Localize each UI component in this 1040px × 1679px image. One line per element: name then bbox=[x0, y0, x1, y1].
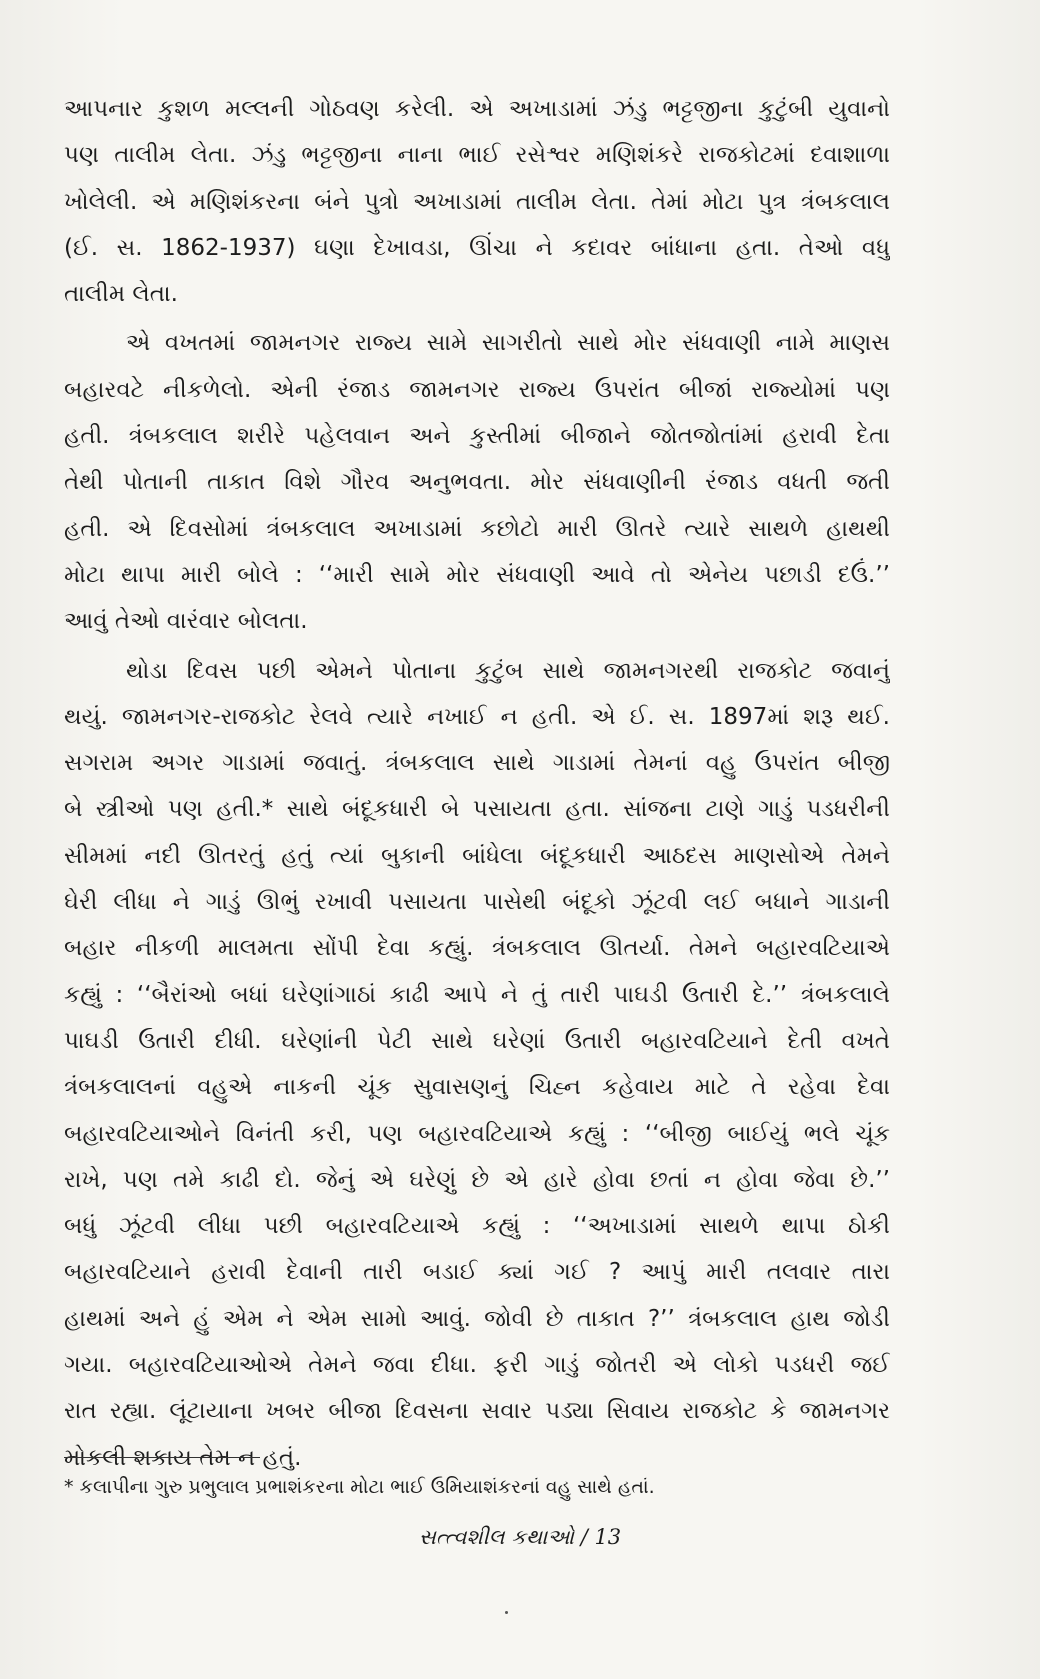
text-line: હતી. ત્રંબકલાલ શરીરે પહેલવાન અને કુસ્તીમાં બીજાને જોતજોતાંમાં હરાવી દેતા bbox=[64, 423, 890, 450]
text-line: ગયા. બહારવટિયાઓએ તેમને જવા દીધા. ફરી ગાડું જોતરી એ લોકો પડધરી જઈ bbox=[64, 1352, 890, 1379]
text-line: બહારવટિયાઓને વિનંતી કરી, પણ બહારવટિયાએ કહ્યું : ‘‘બીજી બાઈયું ભલે ચૂંક bbox=[64, 1120, 890, 1147]
text-line: ખોલેલી. એ મણિશંકરના બંને પુત્રો અખાડામાં તાલીમ લેતા. તેમાં મોટા પુત્ર ત્રંબકલાલ bbox=[64, 188, 890, 215]
text-line: હાથમાં અને હું એમ ને એમ સામો આવું. જોવી છે તાકાત ?’’ ત્રંબકલાલ હાથ જોડી bbox=[64, 1305, 890, 1332]
text-line: પાઘડી ઉતારી દીધી. ઘરેણાંની પેટી સાથે ઘરેણાં ઉતારી બહારવટિયાને દેતી વખતે bbox=[64, 1027, 890, 1054]
text-line: (ઈ. સ. 1862-1937) ઘણા દેખાવડા, ઊંચા ને કદાવર બાંધાના હતા. તેઓ વધુ bbox=[64, 234, 890, 261]
text-line: બે સ્ત્રીઓ પણ હતી.* સાથે બંદૂકધારી બે પસાયતા હતા. સાંજના ટાણે ગાડું પડધરીની bbox=[64, 796, 890, 823]
text-line: સીમમાં નદી ઊતરતું હતું ત્યાં બુકાની બાંધેલા બંદૂકધારી આઠદસ માણસોએ તેમને bbox=[64, 842, 890, 869]
text-line: આવું તેઓ વારંવાર બોલતા. bbox=[64, 608, 308, 635]
text-line: ઘેરી લીધા ને ગાડું ઊભું રખાવી પસાયતા પાસેથી બંદૂકો ઝૂંટવી લઈ બધાને ગાડાની bbox=[64, 889, 890, 916]
text-line: પણ તાલીમ લેતા. ઝંડુ ભટ્ટજીના નાના ભાઈ રસેશ્વર મણિશંકરે રાજકોટમાં દવાશાળા bbox=[64, 142, 890, 169]
text-line: બધું ઝૂંટવી લીધા પછી બહારવટિયાએ કહ્યું : ‘‘અખાડામાં સાથળે થાપા ઠોકી bbox=[64, 1213, 890, 1240]
text-line: તેથી પોતાની તાકાત વિશે ગૌરવ અનુભવતા. મોર સંધવાણીની રંજાડ વધતી જતી bbox=[64, 469, 890, 496]
text-line: કહ્યું : ‘‘બૈરાંઓ બધાં ઘરેણાંગાઠાં કાઢી આપે ને તું તારી પાઘડી ઉતારી દે.’’ ત્રંબકલાલે bbox=[64, 981, 890, 1008]
page-footer: સત્ત્વશીલ કથાઓ / 13 bbox=[418, 1525, 622, 1549]
footnote-divider bbox=[64, 1457, 260, 1458]
text-line: બહાર નીકળી માલમતા સોંપી દેવા કહ્યું. ત્રંબકલાલ ઊતર્યા. તેમને બહારવટિયાએ bbox=[64, 935, 890, 962]
text-line: થોડા દિવસ પછી એમને પોતાના કુટુંબ સાથે જામનગરથી રાજકોટ જવાનું bbox=[126, 657, 890, 684]
print-speck bbox=[505, 1611, 508, 1614]
text-line: બહારવટે નીકળેલો. એની રંજાડ જામનગર રાજ્ય ઉપરાંત બીજાં રાજ્યોમાં પણ bbox=[64, 376, 890, 403]
text-line: રાખે, પણ તમે કાઢી દો. જેનું એ ઘરેણું છે એ હારે હોવા છતાં ન હોવા જેવા છે.’’ bbox=[64, 1166, 890, 1193]
text-line: બહારવટિયાને હરાવી દેવાની તારી બડાઈ ક્યાં ગઈ ? આપું મારી તલવાર તારા bbox=[64, 1259, 890, 1286]
footnote: * કલાપીના ગુરુ પ્રભુલાલ પ્રભાશંકરના મોટા ભાઈ ઉમિયાશંકરનાં વહુ સાથે હતાં. bbox=[64, 1476, 655, 1498]
text-line: આપનાર કુશળ મલ્લની ગોઠવણ કરેલી. એ અખાડામાં ઝંડુ ભટ્ટજીના કુટુંબી યુવાનો bbox=[64, 96, 890, 122]
text-line: રાત રહ્યા. લૂંટાયાના ખબર બીજા દિવસના સવાર પડ્યા સિવાય રાજકોટ કે જામનગર bbox=[64, 1398, 890, 1425]
text-line: સગરામ અગર ગાડામાં જવાતું. ત્રંબકલાલ સાથે ગાડામાં તેમનાં વહુ ઉપરાંત બીજી bbox=[64, 750, 890, 777]
text-line: તાલીમ લેતા. bbox=[64, 281, 178, 308]
text-line: એ વખતમાં જામનગર રાજ્ય સામે સાગરીતો સાથે મોર સંધવાણી નામે માણસ bbox=[126, 330, 890, 357]
body-text bbox=[64, 86, 890, 1481]
text-line: હતી. એ દિવસોમાં ત્રંબકલાલ અખાડામાં કછોટો મારી ઊતરે ત્યારે સાથળે હાથથી bbox=[64, 515, 890, 542]
text-line: થયું. જામનગર-રાજકોટ રેલવે ત્યારે નખાઈ ન હતી. એ ઈ. સ. 1897માં શરૂ થઈ. bbox=[64, 703, 890, 730]
text-line: મોકલી શકાય તેમ ન હતું. bbox=[64, 1444, 302, 1471]
text-line: મોટા થાપા મારી બોલે : ‘‘મારી સામે મોર સંધવાણી આવે તો એનેય પછાડી દઉં.’’ bbox=[64, 561, 890, 588]
text-line: ત્રંબકલાલનાં વહુએ નાકની ચૂંક સુવાસણનું ચિહ્ન કહેવાય માટે તે રહેવા દેવા bbox=[64, 1074, 890, 1101]
